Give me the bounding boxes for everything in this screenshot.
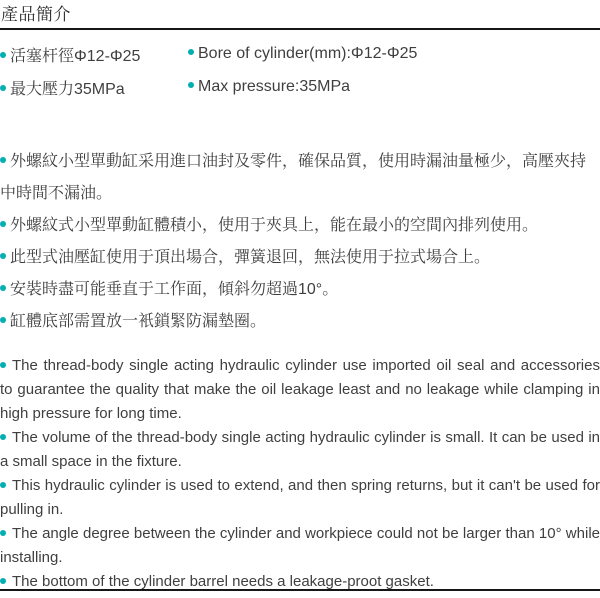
notes-chinese <box>0 110 600 338</box>
bullet-icon <box>0 221 6 227</box>
note-en <box>0 522 600 570</box>
spec-item-pressure-en <box>188 78 350 96</box>
bullet-icon <box>188 82 194 88</box>
note-text: 外螺紋式小型單動缸體積小，使用于夾具上，能在最小的空間內排列使用。 <box>10 217 539 234</box>
note-en <box>0 354 600 426</box>
bullet-icon <box>0 434 6 440</box>
note-zh <box>0 242 600 274</box>
note-zh <box>0 306 600 338</box>
bullet-icon <box>0 578 6 584</box>
note-text: 缸體底部需置放一衹鎖緊防漏墊圈。 <box>10 313 267 330</box>
spec-text: Max pressure:35MPa <box>198 78 351 95</box>
bullet-icon <box>188 49 194 55</box>
note-zh <box>0 274 600 306</box>
spec-item-piston-rod-zh <box>0 43 188 66</box>
notes-english <box>0 338 600 594</box>
note-text: 此型式油壓缸使用于頂出場合，彈簧退回，無法使用于拉式場合上。 <box>10 249 491 266</box>
note-text: The thread-body single acting hydraulic cylinder use imported oil seal and accessories to guarantee the quality that make the oil leakage least and no leakage while clamping in high pressure for long time. <box>0 357 600 422</box>
note-text: The bottom of the cylinder barrel needs a leakage-proot gasket. <box>12 573 434 590</box>
bullet-icon <box>0 52 6 58</box>
note-text: This hydraulic cylinder is used to extend, and then spring returns, but it can't be used for pulling in. <box>0 477 600 518</box>
note-zh <box>0 146 600 210</box>
spec-item-bore-en <box>188 45 417 63</box>
spec-text: 活塞杆徑Φ12-Φ25 <box>10 47 141 65</box>
spec-text: 最大壓力35MPa <box>10 80 125 98</box>
bottom-divider <box>0 589 600 591</box>
bullet-icon <box>0 85 6 91</box>
note-en <box>0 426 600 474</box>
page-title: 產品簡介 <box>1 5 71 24</box>
note-en <box>0 474 600 522</box>
bullet-icon <box>0 530 6 536</box>
spec-text: Bore of cylinder(mm):Φ12-Φ25 <box>198 45 418 62</box>
spec-row <box>0 77 600 97</box>
bullet-icon <box>0 253 6 259</box>
note-text: The volume of the thread-body single acting hydraulic cylinder is small. It can be used in a small space in the fixture. <box>0 429 600 470</box>
spec-row <box>0 44 600 64</box>
bullet-icon <box>0 317 6 323</box>
spec-list <box>0 30 600 97</box>
note-text: The angle degree between the cylinder and workpiece could not be larger than 10° while installing. <box>0 525 600 566</box>
note-text: 安裝時盡可能垂直于工作面，傾斜勿超過10°。 <box>10 281 339 298</box>
spec-item-pressure-zh <box>0 76 188 99</box>
bullet-icon <box>0 362 6 368</box>
bullet-icon <box>0 482 6 488</box>
bullet-icon <box>0 157 6 163</box>
note-zh <box>0 210 600 242</box>
bullet-icon <box>0 285 6 291</box>
note-text: 外螺紋小型單動缸采用進口油封及零件，確保品質，使用時漏油量極少，高壓夾持中時間不漏油。 <box>0 153 587 202</box>
